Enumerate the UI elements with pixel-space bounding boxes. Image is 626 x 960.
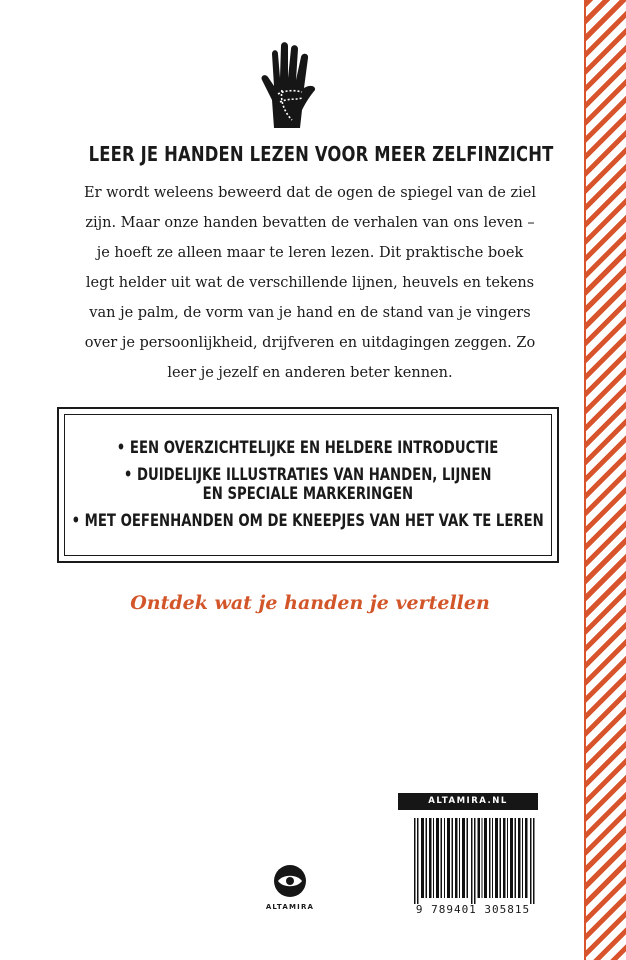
feature-item: • DUIDELIJKE ILLUSTRATIES VAN HANDEN, LIJNEN [124,465,492,485]
feature-item: • EEN OVERZICHTELIJKE EN HELDERE INTRODUCTIE [117,438,499,458]
feature-item: • MET OEFENHANDEN OM DE KNEEPJES VAN HET VAK TE LEREN [71,511,545,531]
features-box [57,407,559,563]
feature-item-continuation: EN SPECIALE MARKERINGEN [202,484,414,504]
isbn-number: 9 789401 305815 [415,903,531,916]
features-box-inner [64,414,552,556]
publisher-name: ALTAMIRA [265,903,315,911]
barcode-graphic [412,818,538,906]
description-text: Er wordt weleens beweerd dat de ogen de spiegel van de ziel zijn. Maar onze handen bevatten de verhalen van ons leven – je hoeft ze alleen maar te leren lezen. Dit praktische boek legt helder uit wat de verschillende lijnen, heuvels en tekens van je palm, de vorm van je hand en de stand van je vingers over je persoonlijkheid, drijfveren en uitdagingen zeggen. Zo leer je jezelf en anderen beter kennen. [83,185,536,381]
decorative-stripe-border [584,0,626,960]
headline: LEER JE HANDEN LEZEN VOOR MEER ZELFINZICHT [88,142,554,166]
website-label: ALTAMIRA.NL [398,793,538,810]
palm-hand-icon [258,40,322,130]
altamira-eye-logo [272,863,308,899]
tagline: Ontdek wat je handen je vertellen [130,592,490,614]
